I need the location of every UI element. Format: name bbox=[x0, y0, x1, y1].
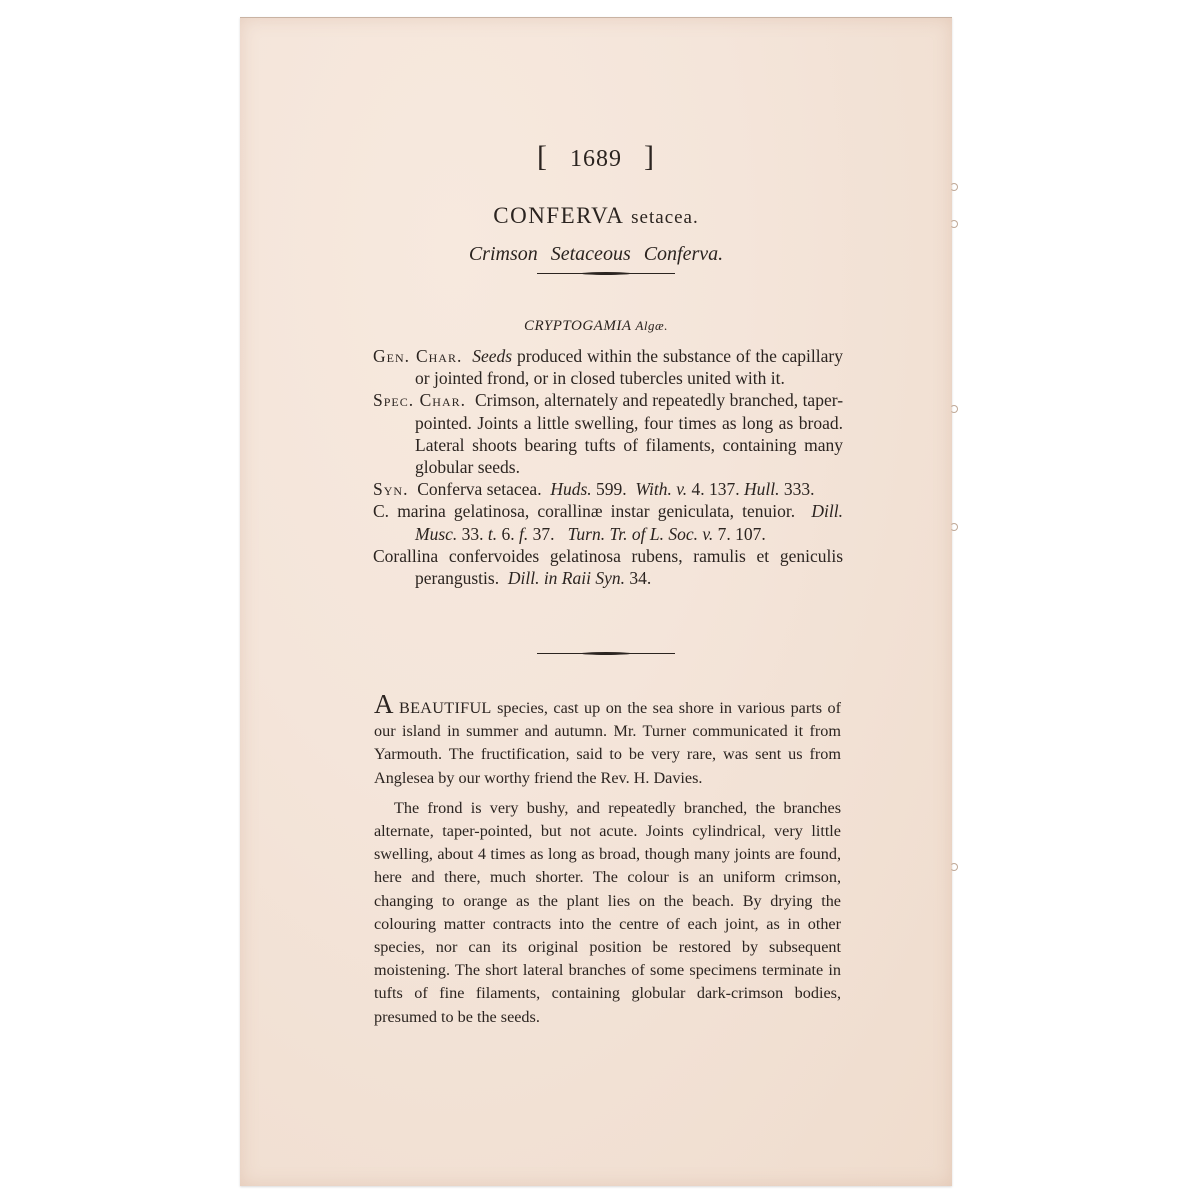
ref-number: 4. 137. bbox=[687, 479, 740, 500]
order-name: Algæ. bbox=[635, 318, 668, 333]
ref-number: 34. bbox=[625, 568, 652, 589]
genus-name: CONFERVA bbox=[493, 203, 625, 228]
spec-char-label: Spec. Char. bbox=[373, 390, 466, 411]
class-name: CRYPTOGAMIA bbox=[524, 318, 632, 334]
paragraph-1-text: species, cast up on the sea shore in various parts of our island in summer and autumn. Mr. Turner communicated it from Yarmouth. The fructification, said to be very rare, was sent us from Anglesea by our worthy friend the Rev. H. Davies. bbox=[374, 699, 842, 787]
paper-edge-mark bbox=[950, 220, 958, 228]
species-title bbox=[240, 203, 952, 229]
ornamental-rule-bottom bbox=[537, 652, 675, 656]
ref-author: With. v. bbox=[635, 479, 688, 500]
synonym-3 bbox=[358, 545, 843, 589]
bracket-open: [ bbox=[537, 140, 548, 173]
gen-char-label: Gen. Char. bbox=[373, 346, 463, 366]
ref-author: Dill. in Raii Syn. bbox=[507, 568, 625, 589]
ref-author: Turn. Tr. of L. Soc. v. bbox=[567, 523, 714, 544]
spec-char-text: Crimson, alternately and repeatedly branched, taper-pointed. Joints a little swelling, four times as long as broad. Lateral shoots bearing tufts of filaments, containing many globular seeds. bbox=[415, 390, 844, 478]
paper-edge-mark bbox=[950, 183, 958, 191]
synonym-name: Conferva setacea. bbox=[417, 479, 542, 500]
ref-number: 37. bbox=[528, 523, 555, 544]
gen-char-text: produced within the substance of the capillary or jointed frond, or in closed tubercles united with it. bbox=[415, 346, 843, 389]
description-paragraph-1 bbox=[374, 689, 842, 790]
ref-author: Hull. bbox=[743, 479, 780, 500]
ref-number: 33. bbox=[457, 523, 488, 544]
page-number-value: 1689 bbox=[570, 146, 622, 172]
page-number bbox=[240, 140, 952, 174]
synonym-name: Corallina confervoides gelatinosa rubens, ramulis et geniculis perangustis. bbox=[373, 545, 843, 589]
ref-author: Dill. Musc. bbox=[415, 501, 844, 544]
species-epithet: setacea. bbox=[631, 207, 699, 228]
ref-author: f. bbox=[519, 523, 529, 544]
drop-cap: A bbox=[374, 689, 394, 719]
ref-author: t. bbox=[487, 523, 498, 544]
characters-block bbox=[373, 345, 843, 589]
classification bbox=[240, 318, 952, 335]
specific-character bbox=[373, 389, 843, 478]
description-body bbox=[374, 689, 842, 1036]
ornamental-rule-top bbox=[537, 272, 675, 276]
ref-number: 599. bbox=[591, 479, 627, 500]
ref-author: Huds. bbox=[550, 479, 592, 500]
ref-number: 333. bbox=[779, 479, 815, 500]
common-name: Crimson Setaceous Conferva. bbox=[468, 243, 724, 265]
document-page bbox=[240, 17, 952, 1186]
syn-label: Syn. bbox=[373, 479, 409, 500]
paper-edge-mark bbox=[950, 523, 958, 531]
paper-edge-mark bbox=[950, 405, 958, 413]
ref-number: 7. 107. bbox=[713, 523, 766, 544]
description-paragraph-2: The frond is very bushy, and repeatedly branched, the branches alternate, taper-pointed, but not acute. Joints cylindrical, very little swelling, about 4 times as long as broad, though many joints are found, here and there, much shorter. The colour is an uniform crimson, changing to orange as the plant lies on the beach. By drying the colouring matter contracts into the centre of each joint, as in other species, nor can its original position be restored by subsequent moistening. The short lateral branches of some specimens terminate in tufts of fine filaments, containing globular dark-crimson bodies, presumed to be the seeds. bbox=[374, 798, 841, 1026]
synonym-2 bbox=[358, 500, 843, 544]
gen-char-lead: Seeds bbox=[472, 346, 513, 366]
generic-character bbox=[373, 345, 843, 389]
ref-number: 6. bbox=[497, 523, 520, 544]
lead-caps: BEAUTIFUL bbox=[399, 699, 492, 717]
paper-edge-mark bbox=[950, 863, 958, 871]
synonym-1 bbox=[373, 478, 843, 500]
bracket-close: ] bbox=[644, 140, 655, 173]
synonym-name: C. marina gelatinosa, corallinæ instar geniculata, tenuior. bbox=[373, 501, 796, 522]
